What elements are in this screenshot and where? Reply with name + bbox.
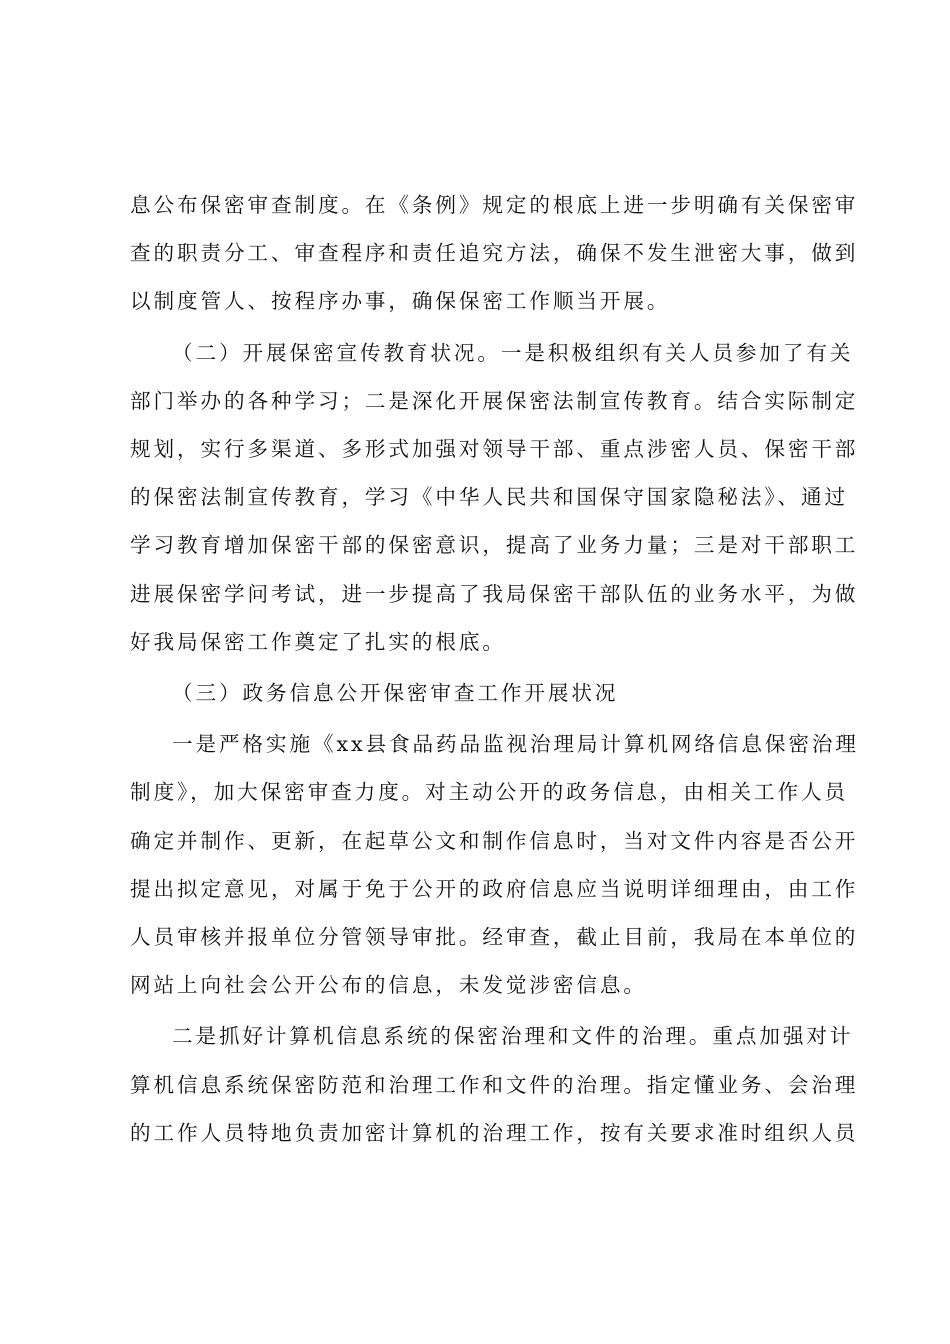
document-body	[130, 181, 859, 1157]
text-line: 息公布保密审查制度。在《条例》规定的根底上进一步明确有关保密审	[130, 193, 859, 217]
text-line: （三）政务信息公开保密审查工作开展状况	[172, 681, 619, 706]
text-line: 一是严格实施《xx县食品药品监视治理局计算机网络信息保密治理	[172, 732, 859, 757]
text-line: 二是抓好计算机信息系统的保密治理和文件的治理。重点加强对计	[172, 1024, 854, 1049]
text-line: 网站上向社会公开公布的信息，未发觉涉密信息。	[130, 973, 647, 998]
text-line: 的工作人员特地负责加密计算机的治理工作，按有关要求准时组织人员	[130, 1120, 859, 1145]
text-line: 的保密法制宣传教育，学习《中华人民共和国保守国家隐秘法》、通过	[130, 485, 849, 510]
text-line: 学习教育增加保密干部的保密意识，提高了业务力量；三是对干部职工	[130, 533, 859, 558]
paragraph-1	[130, 181, 859, 326]
section-heading	[130, 669, 830, 717]
text-line: 规划，实行多渠道、多形式加强对领导干部、重点涉密人员、保密干部	[130, 437, 859, 462]
paragraph-2	[130, 329, 859, 666]
paragraph-4	[130, 1012, 859, 1157]
text-line: 人员审核并报单位分管领导审批。经审查，截止目前，我局在本单位的	[130, 925, 859, 950]
text-line: （二）开展保密宣传教育状况。一是积极组织有关人员参加了有关	[172, 340, 854, 365]
text-line: 查的职责分工、审查程序和责任追究方法，确保不发生泄密大事，做到	[130, 241, 859, 266]
text-line: 提出拟定意见，对属于免于公开的政府信息应当说明详细理由，由工作	[130, 876, 859, 901]
text-line: 部门举办的各种学习；二是深化开展保密法制宣传教育。结合实际制定	[130, 388, 859, 413]
text-line: 以制度管人、按程序办事，确保保密工作顺当开展。	[130, 289, 671, 314]
text-line: 确定并制作、更新，在起草公文和制作信息时，当对文件内容是否公开	[130, 828, 859, 853]
text-line: 制度》，加大保密审查力度。对主动公开的政务信息，由相关工作人员	[130, 780, 849, 805]
text-line: 进展保密学问考试，进一步提高了我局保密干部队伍的业务水平，为做	[130, 581, 859, 606]
text-line: 好我局保密工作奠定了扎实的根底。	[130, 629, 506, 654]
paragraph-3	[130, 720, 859, 1009]
text-line: 算机信息系统保密防范和治理工作和文件的治理。指定懂业务、会治理	[130, 1072, 859, 1097]
